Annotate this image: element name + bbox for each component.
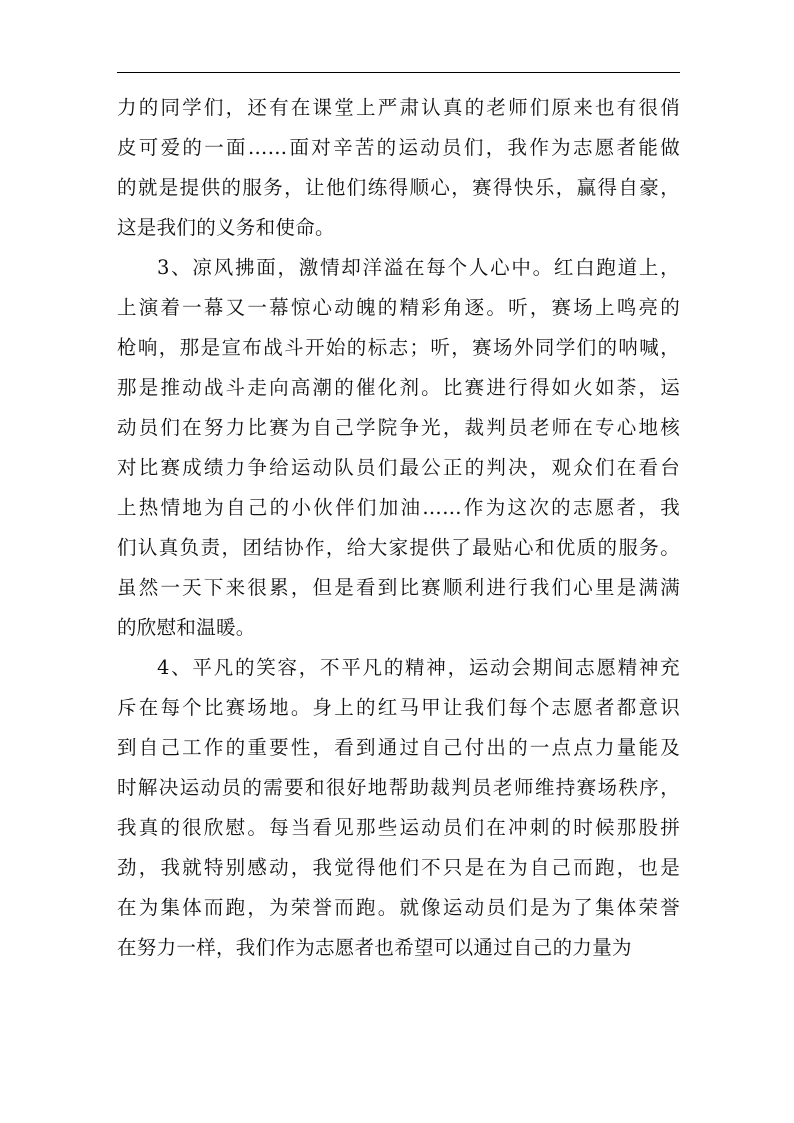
text-line: 劲，我就特别感动，我觉得他们不只是在为自己而跑，也是	[117, 856, 680, 879]
text-line: 时解决运动员的需要和很好地帮助裁判员老师维持赛场秩序，	[117, 776, 680, 799]
text-line: 力的同学们，还有在课堂上严肃认真的老师们原来也有很俏	[117, 96, 680, 119]
text-line: 上热情地为自己的小伙伴们加油……作为这次的志愿者，我	[117, 496, 680, 519]
text-line: 的就是提供的服务，让他们练得顺心，赛得快乐，赢得自豪，	[117, 176, 680, 199]
text-line: 对比赛成绩力争给运动队员们最公正的判决，观众们在看台	[117, 456, 680, 479]
text-line: 我真的很欣慰。每当看见那些运动员们在冲刺的时候那股拼	[117, 816, 680, 839]
text-line: 那是推动战斗走向高潮的催化剂。比赛进行得如火如荼，运	[117, 376, 680, 399]
text-line: 的欣慰和温暖。	[117, 616, 256, 639]
text-line: 在努力一样，我们作为志愿者也希望可以通过自己的力量为	[117, 936, 632, 959]
text-line: 虽然一天下来很累，但是看到比赛顺利进行我们心里是满满	[117, 576, 680, 599]
text-line: 在为集体而跑，为荣誉而跑。就像运动员们是为了集体荣誉	[117, 896, 680, 919]
text-line: 到自己工作的重要性，看到通过自己付出的一点点力量能及	[117, 736, 680, 759]
header-rule	[117, 72, 680, 73]
document-body	[117, 88, 680, 968]
paragraph-3-start: 3、凉风拂面，激情却洋溢在每个人心中。红白跑道上，	[157, 256, 680, 279]
text-line: 皮可爱的一面……面对辛苦的运动员们，我作为志愿者能做	[117, 136, 680, 159]
text-line: 动员们在努力比赛为自己学院争光，裁判员老师在专心地核	[117, 416, 680, 439]
text-line: 上演着一幕又一幕惊心动魄的精彩角逐。听，赛场上鸣亮的	[117, 296, 680, 319]
text-line: 枪响，那是宣布战斗开始的标志；听，赛场外同学们的呐喊，	[117, 336, 680, 359]
text-line: 这是我们的义务和使命。	[117, 216, 335, 239]
text-line: 斥在每个比赛场地。身上的红马甲让我们每个志愿者都意识	[117, 696, 680, 719]
paragraph-4-start: 4、平凡的笑容，不平凡的精神，运动会期间志愿精神充	[157, 656, 680, 679]
text-line: 们认真负责，团结协作，给大家提供了最贴心和优质的服务。	[117, 536, 680, 559]
